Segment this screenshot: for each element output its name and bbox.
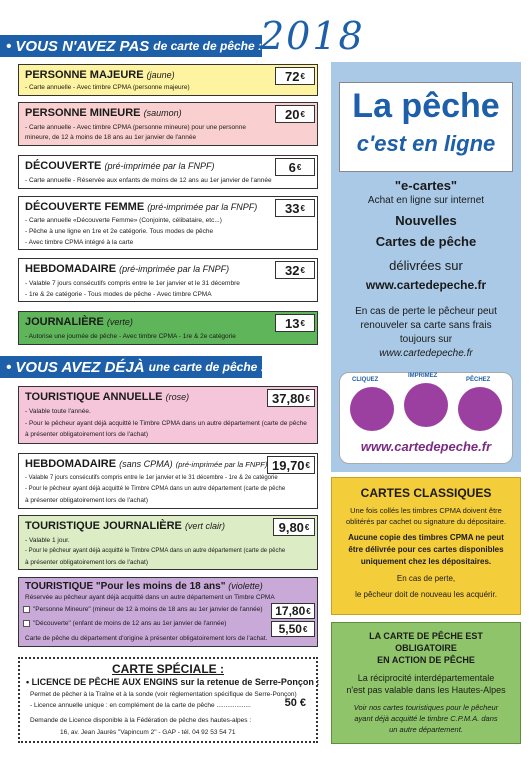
card-line: - Pêche à une ligne en 1re et 2e catégorie. Tous modes de pêche bbox=[25, 228, 214, 235]
online-nouvelles: Nouvelles bbox=[395, 213, 457, 228]
cartedepeche-logo[interactable] bbox=[339, 372, 513, 464]
price-badge: 33 € bbox=[275, 199, 315, 217]
card-line: à présenter obligatoirement lors de l'achat) bbox=[25, 497, 149, 504]
card-touristique-journaliere bbox=[18, 515, 318, 570]
click-icon bbox=[350, 387, 394, 431]
card-touristique-annuelle bbox=[18, 386, 318, 444]
speciale-price: 50 € bbox=[284, 697, 306, 709]
card-line: à présenter obligatoirement lors de l'achat) bbox=[25, 559, 149, 566]
classiques-text: En cas de perte, bbox=[396, 574, 456, 583]
online-perte: renouveler sa carte sans frais bbox=[360, 320, 492, 331]
card-line: - Pour le pêcheur ayant déjà acquitté le Timbre CPMA dans un autre département (carte de pêche bbox=[25, 420, 307, 427]
price-badge: 13 € bbox=[275, 314, 315, 332]
card-decouverte-femme bbox=[18, 196, 318, 250]
online-box bbox=[331, 62, 521, 472]
card-line: - 1re & 2e catégorie - Tous modes de pêche - Avec timbre CPMA bbox=[25, 291, 212, 298]
online-achat: Achat en ligne sur internet bbox=[367, 195, 485, 206]
card-line: - Valable 7 jours consécutifs compris entre le 1er janvier et le 31 décembre - 1re & 2e catégorie bbox=[25, 475, 278, 481]
section-banner-has-card bbox=[0, 356, 265, 378]
price-badge: 19,70 € bbox=[267, 456, 315, 474]
logo-url: www.cartedepeche.fr bbox=[360, 439, 492, 454]
speciale-title: CARTE SPÉCIALE : bbox=[111, 662, 224, 676]
card-line: - Avec timbre CPMA intégré à la carte bbox=[25, 239, 134, 246]
card-title: HEBDOMADAIRE (sans CPMA) (pré-imprimée par la FNPF) bbox=[25, 458, 268, 470]
card-decouverte bbox=[18, 155, 318, 189]
card-line: Réservée au pêcheur ayant déjà acquitté dans un autre département un Timbre CPMA bbox=[25, 594, 275, 601]
speciale-line: • LICENCE DE PÊCHE AUX ENGINS sur la retenue de Serre-Ponçon : bbox=[26, 677, 320, 687]
price-badge: 20 € bbox=[275, 105, 315, 123]
classiques-text: être délivrée pour ces cartes disponibles bbox=[348, 545, 504, 554]
card-line: - Carte annuelle - Avec timbre CPMA (personne mineure) pour une personne bbox=[25, 124, 246, 131]
online-url-link-2[interactable]: www.cartedepeche.fr bbox=[379, 348, 473, 359]
speciale-line: Permet de pêcher à la Traîne et à la sonde (voir réglementation spécifique de Serre-Ponçon) bbox=[30, 691, 297, 698]
online-title-2: c'est en ligne bbox=[356, 131, 496, 156]
card-line: - Pour le pêcheur ayant déjà acquitté le Timbre CPMA dans un autre département (carte de pêche bbox=[25, 486, 286, 492]
card-hebdomadaire-sans-cpma bbox=[18, 453, 318, 509]
card-touristique-moins-18 bbox=[18, 577, 318, 647]
card-title: DÉCOUVERTE (pré-imprimée par la FNPF) bbox=[25, 160, 215, 172]
card-line: - Autorise une journée de pêche - Avec timbre CPMA - 1re & 2e catégorie bbox=[25, 333, 236, 340]
online-url-link[interactable]: www.cartedepeche.fr bbox=[365, 278, 487, 292]
online-perte: toujours sur bbox=[399, 334, 453, 345]
card-line: - Carte annuelle - Avec timbre CPMA (personne majeure) bbox=[25, 84, 190, 91]
card-title: TOURISTIQUE "Pour les moins de 18 ans" (violette) bbox=[25, 581, 263, 592]
online-title-box bbox=[339, 82, 513, 172]
checkbox-mineure[interactable] bbox=[23, 606, 30, 613]
speciale-line: - Licence annuelle unique : en complément de la carte de pêche ................... bbox=[30, 702, 251, 709]
option-personne-mineure: "Personne Mineure" (mineur de 12 à moins de 18 ans au 1er janvier de l'année) bbox=[33, 606, 263, 613]
card-title: PERSONNE MINEURE (saumon) bbox=[25, 107, 182, 119]
banner-lead: • VOUS N'AVEZ PAS bbox=[6, 37, 150, 55]
section-banner-no-card bbox=[0, 35, 262, 57]
card-title: TOURISTIQUE ANNUELLE (rose) bbox=[25, 391, 190, 403]
checkbox-decouverte[interactable] bbox=[23, 620, 30, 627]
obligatoire-title: EN ACTION DE PÊCHE bbox=[377, 655, 475, 665]
printer-icon bbox=[404, 383, 448, 427]
classiques-title: CARTES CLASSIQUES bbox=[360, 486, 492, 500]
card-line: à présenter obligatoirement lors de l'achat) bbox=[25, 431, 149, 438]
price-badge: 6 € bbox=[275, 158, 315, 176]
online-cartes: Cartes de pêche bbox=[375, 234, 477, 249]
card-line: - Valable 1 jour. bbox=[25, 537, 70, 544]
obligatoire-title: LA CARTE DE PÊCHE EST bbox=[369, 631, 483, 641]
banner-rest: de carte de pêche : bbox=[153, 39, 263, 53]
obligatoire-text: La réciprocité interdépartementale bbox=[357, 673, 495, 683]
cartes-classiques-box bbox=[331, 477, 521, 615]
e-cartes: "e-cartes" bbox=[394, 178, 458, 193]
card-title: HEBDOMADAIRE (pré-imprimée par la FNPF) bbox=[25, 263, 230, 275]
price-badge: 72 € bbox=[275, 67, 315, 85]
online-delivrees: délivrées sur bbox=[389, 258, 463, 273]
obligatoire-title: OBLIGATOIRE bbox=[395, 643, 457, 653]
classiques-text: Aucune copie des timbres CPMA ne peut bbox=[348, 533, 504, 542]
carte-speciale-box bbox=[18, 657, 318, 743]
classiques-text: Une fois collés les timbres CPMA doivent être bbox=[350, 506, 502, 515]
online-title-1: La pêche bbox=[352, 87, 500, 125]
card-personne-mineure bbox=[18, 102, 318, 146]
online-perte: En cas de perte le pêcheur peut bbox=[355, 306, 497, 317]
logo-pechez: PÊCHEZ bbox=[466, 377, 491, 383]
price-badge-mineure: 17,80 € bbox=[271, 603, 315, 619]
logo-cliquez: CLIQUEZ bbox=[352, 377, 379, 383]
price-badge: 9,80 € bbox=[273, 518, 315, 536]
classiques-text: uniquement chez les dépositaires. bbox=[360, 557, 492, 566]
obligatoire-text: ayant déjà acquitté le timbre C.P.M.A. dans bbox=[354, 714, 498, 723]
obligatoire-box bbox=[331, 622, 521, 744]
card-title: PERSONNE MAJEURE (jaune) bbox=[25, 69, 175, 81]
price-badge: 32 € bbox=[275, 261, 315, 279]
speciale-line: Demande de Licence disponible à la Fédération de pêche des hautes-alpes : bbox=[30, 717, 252, 724]
card-line: Carte de pêche du département d'origine à présenter obligatoirement lors de l'achat. bbox=[25, 635, 268, 642]
obligatoire-text: Voir nos cartes touristiques pour le pêcheur bbox=[353, 703, 499, 712]
card-title: DÉCOUVERTE FEMME (pré-imprimée par la FNPF) bbox=[25, 201, 258, 213]
speciale-line: 16, av. Jean Jaurès "Vapincum 2" - GAP - tél. 04 92 53 54 71 bbox=[60, 729, 236, 736]
card-line: - Pour le pêcheur ayant déjà acquitté le Timbre CPMA dans un autre département (carte de pêche bbox=[25, 548, 286, 554]
card-personne-majeure bbox=[18, 64, 318, 96]
price-badge: 37,80 € bbox=[267, 389, 315, 407]
card-line: mineure, de 12 à moins de 18 ans au 1er janvier de l'année bbox=[25, 134, 197, 141]
card-hebdomadaire bbox=[18, 258, 318, 302]
banner-rest: une carte de pêche : bbox=[148, 360, 265, 374]
logo-imprimez: IMPRIMEZ bbox=[408, 373, 438, 379]
obligatoire-text: n'est pas valable dans les Hautes-Alpes bbox=[346, 685, 506, 695]
banner-lead: • VOUS AVEZ DÉJÀ bbox=[6, 358, 145, 376]
option-decouverte: "Découverte" (enfant de moins de 12 ans au 1er janvier de l'année) bbox=[33, 620, 227, 627]
fish-icon bbox=[458, 387, 502, 431]
obligatoire-text: un autre département. bbox=[389, 725, 463, 734]
card-title: TOURISTIQUE JOURNALIÈRE (vert clair) bbox=[25, 520, 225, 532]
card-line: - Valable toute l'année. bbox=[25, 408, 91, 415]
card-line: - Carte annuelle «Découverte Femme» (Conjointe, célibataire, etc...) bbox=[25, 217, 222, 224]
classiques-text: oblitérés par cachet ou signature du dépositaire. bbox=[345, 517, 507, 526]
card-title: JOURNALIÈRE (verte) bbox=[25, 316, 133, 328]
card-line: - Carte annuelle - Réservée aux enfants de moins de 12 ans au 1er janvier de l'année bbox=[25, 177, 272, 184]
card-line: - Valable 7 jours consécutifs compris entre le 1er janvier et le 31 décembre bbox=[25, 280, 240, 287]
year-title: 2018 bbox=[260, 14, 365, 58]
price-badge-decouverte: 5,50 € bbox=[271, 621, 315, 637]
classiques-text: le pêcheur doit de nouveau les acquérir. bbox=[355, 590, 497, 599]
card-journaliere bbox=[18, 311, 318, 345]
